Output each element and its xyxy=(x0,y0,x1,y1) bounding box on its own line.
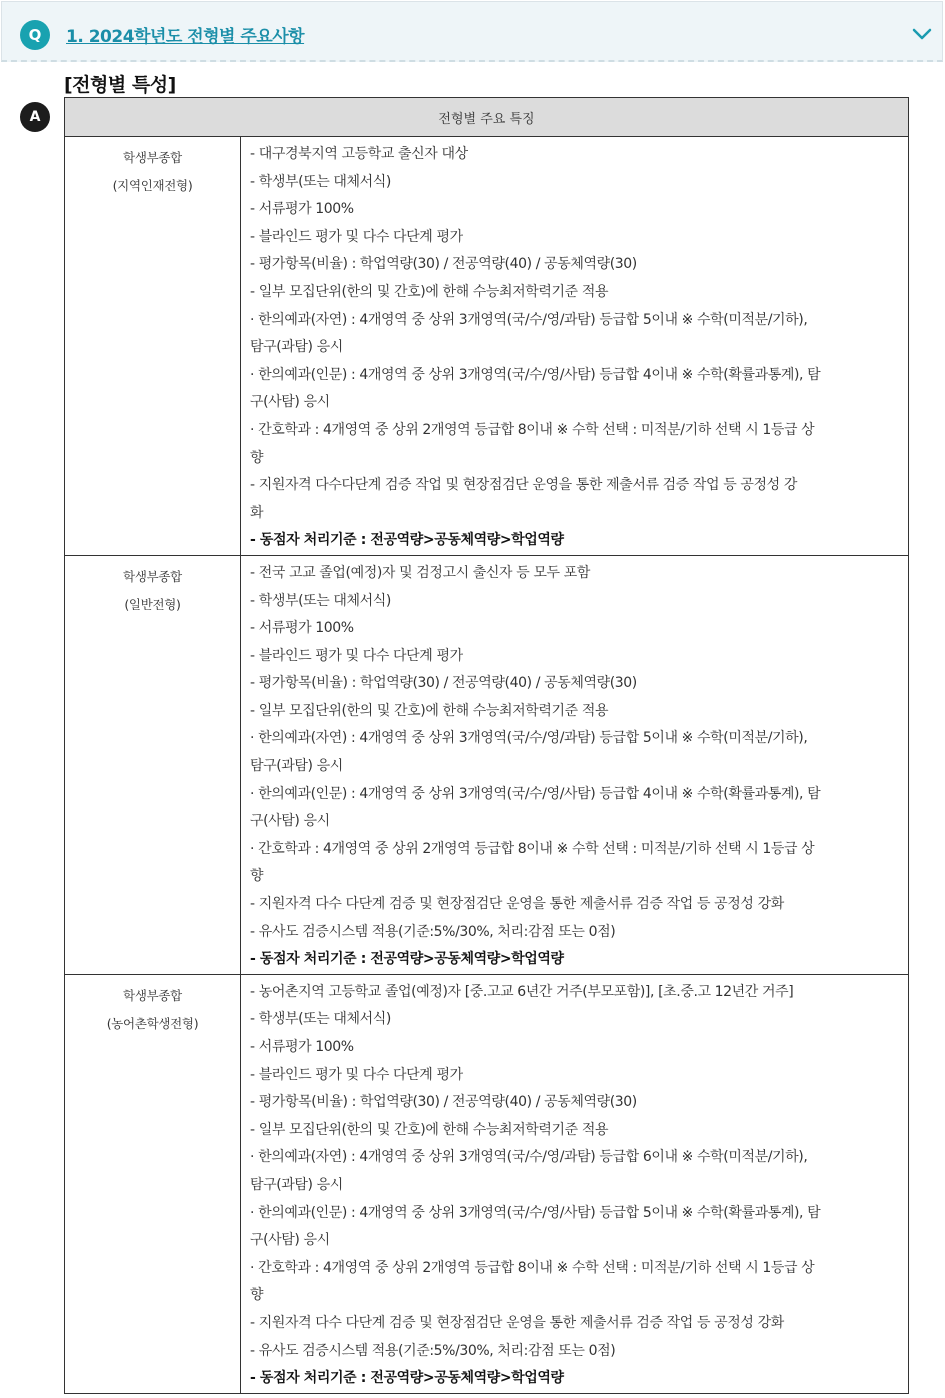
feature-line: 화 xyxy=(250,504,264,521)
feature-line: · 간호학과 : 4개영역 중 상위 2개영역 등급합 8이내 ※ 수학 선택 : 미적분/기하 선택 시 1등급 상 xyxy=(250,1259,815,1276)
faq-question-header[interactable] xyxy=(1,1,943,62)
table-header: 전형별 주요 특징 xyxy=(65,98,909,137)
feature-line: - 평가항목(비율) : 학업역량(30) / 전공역량(40) / 공동체역량(30) xyxy=(250,675,637,692)
table-row xyxy=(65,137,909,556)
feature-line: 구(사탐) 응시 xyxy=(250,1232,330,1249)
feature-line: · 한의예과(인문) : 4개영역 중 상위 3개영역(국/수/영/사탐) 등급합 4이내 ※ 수학(확률과통계), 탐 xyxy=(250,785,821,802)
chevron-down-icon[interactable] xyxy=(910,24,934,44)
table-row xyxy=(65,974,909,1393)
feature-line: 탐구(과탐) 응시 xyxy=(250,758,343,775)
feature-line: · 한의예과(자연) : 4개영역 중 상위 3개영역(국/수/영/과탐) 등급합 5이내 ※ 수학(미적분/기하), xyxy=(250,730,808,747)
feature-line: 향 xyxy=(250,868,264,885)
feature-line: - 지원자격 다수다단계 검증 작업 및 현장점검단 운영을 통한 제출서류 검증 작업 등 공정성 강 xyxy=(250,477,797,494)
admission-type-subname: (일반전형) xyxy=(124,596,181,612)
feature-line: - 서류평가 100% xyxy=(250,1039,354,1055)
feature-line: 구(사탐) 응시 xyxy=(250,813,330,830)
feature-line: 향 xyxy=(250,449,264,466)
feature-line: - 블라인드 평가 및 다수 다단계 평가 xyxy=(250,1066,463,1083)
feature-line: - 동점자 처리기준 : 전공역량>공동체역량>학업역량 xyxy=(250,951,564,968)
feature-line: - 서류평가 100% xyxy=(250,201,354,218)
feature-line: - 지원자격 다수 다단계 검증 및 현장점검단 운영을 통한 제출서류 검증 작업 등 공정성 강화 xyxy=(250,1314,784,1331)
admission-type-cell xyxy=(65,555,241,974)
feature-line: - 학생부(또는 대체서식) xyxy=(250,1011,391,1028)
feature-line: · 한의예과(자연) : 4개영역 중 상위 3개영역(국/수/영/과탐) 등급합 5이내 ※ 수학(미적분/기하), xyxy=(250,311,808,328)
feature-line: - 지원자격 다수 다단계 검증 및 현장점검단 운영을 통한 제출서류 검증 작업 등 공정성 강화 xyxy=(250,896,784,913)
feature-line: - 일부 모집단위(한의 및 간호)에 한해 수능최저학력기준 적용 xyxy=(250,702,609,719)
feature-line: - 평가항목(비율) : 학업역량(30) / 전공역량(40) / 공동체역량(30) xyxy=(250,256,637,273)
feature-line: 구(사탐) 응시 xyxy=(250,394,330,411)
feature-line: - 일부 모집단위(한의 및 간호)에 한해 수능최저학력기준 적용 xyxy=(250,283,609,300)
feature-description-cell xyxy=(241,555,909,974)
feature-line: 탐구(과탐) 응시 xyxy=(250,339,343,356)
feature-line: - 동점자 처리기준 : 전공역량>공동체역량>학업역량 xyxy=(250,532,564,549)
admission-type-subname: (농어촌학생전형) xyxy=(106,1015,199,1031)
feature-line: - 블라인드 평가 및 다수 다단계 평가 xyxy=(250,228,463,245)
feature-line: - 서류평가 100% xyxy=(250,620,354,637)
feature-line: · 한의예과(인문) : 4개영역 중 상위 3개영역(국/수/영/사탐) 등급합 5이내 ※ 수학(확률과통계), 탐 xyxy=(250,1204,821,1221)
feature-line: 탐구(과탐) 응시 xyxy=(250,1176,343,1193)
admission-type-cell xyxy=(65,974,241,1393)
admission-type-name: 학생부종합 xyxy=(123,987,182,1003)
feature-line: - 블라인드 평가 및 다수 다단계 평가 xyxy=(250,647,463,664)
admission-features-table xyxy=(64,97,909,1394)
table-body xyxy=(65,137,909,1394)
feature-line: · 한의예과(인문) : 4개영역 중 상위 3개영역(국/수/영/사탐) 등급합 4이내 ※ 수학(확률과통계), 탐 xyxy=(250,366,821,383)
feature-line: - 유사도 검증시스템 적용(기준:5%/30%, 처리:감점 또는 0점) xyxy=(250,923,616,940)
admission-type-name: 학생부종합 xyxy=(123,568,182,584)
feature-line: - 학생부(또는 대체서식) xyxy=(250,592,391,609)
question-badge: Q xyxy=(20,20,50,50)
admission-type-name: 학생부종합 xyxy=(123,150,182,165)
feature-line: - 대구경북지역 고등학교 출신자 대상 xyxy=(250,146,468,162)
feature-line: - 동점자 처리기준 : 전공역량>공동체역량>학업역량 xyxy=(250,1370,564,1387)
table-row xyxy=(65,555,909,974)
table-header-row xyxy=(65,98,909,137)
feature-line: · 간호학과 : 4개영역 중 상위 2개영역 등급합 8이내 ※ 수학 선택 : 미적분/기하 선택 시 1등급 상 xyxy=(250,840,815,857)
feature-line: - 유사도 검증시스템 적용(기준:5%/30%, 처리:감점 또는 0점) xyxy=(250,1342,616,1359)
feature-line: - 전국 고교 졸업(예정)자 및 검정고시 출신자 등 모두 포함 xyxy=(250,564,590,581)
answer-badge: A xyxy=(20,102,50,132)
feature-line: - 농어촌지역 고등학교 졸업(예정)자 [중.고교 6년간 거주(부모포함)], [초.중.고 12년간 거주] xyxy=(250,983,794,1000)
feature-line: · 한의예과(자연) : 4개영역 중 상위 3개영역(국/수/영/과탐) 등급합 6이내 ※ 수학(미적분/기하), xyxy=(250,1149,808,1166)
feature-line: - 평가항목(비율) : 학업역량(30) / 전공역량(40) / 공동체역량(30) xyxy=(250,1094,637,1111)
feature-line: - 일부 모집단위(한의 및 간호)에 한해 수능최저학력기준 적용 xyxy=(250,1121,609,1138)
section-title: [전형별 특성] xyxy=(64,74,176,96)
question-title-link[interactable]: 1. 2024학년도 전형별 주요사항 xyxy=(66,27,305,47)
feature-description-cell xyxy=(241,974,909,1393)
feature-line: 향 xyxy=(250,1287,264,1304)
feature-description-cell xyxy=(241,137,909,556)
admission-type-subname: (지역인재전형) xyxy=(112,178,193,193)
admission-type-cell xyxy=(65,137,241,556)
feature-line: - 학생부(또는 대체서식) xyxy=(250,173,391,190)
feature-line: · 간호학과 : 4개영역 중 상위 2개영역 등급합 8이내 ※ 수학 선택 : 미적분/기하 선택 시 1등급 상 xyxy=(250,421,815,438)
